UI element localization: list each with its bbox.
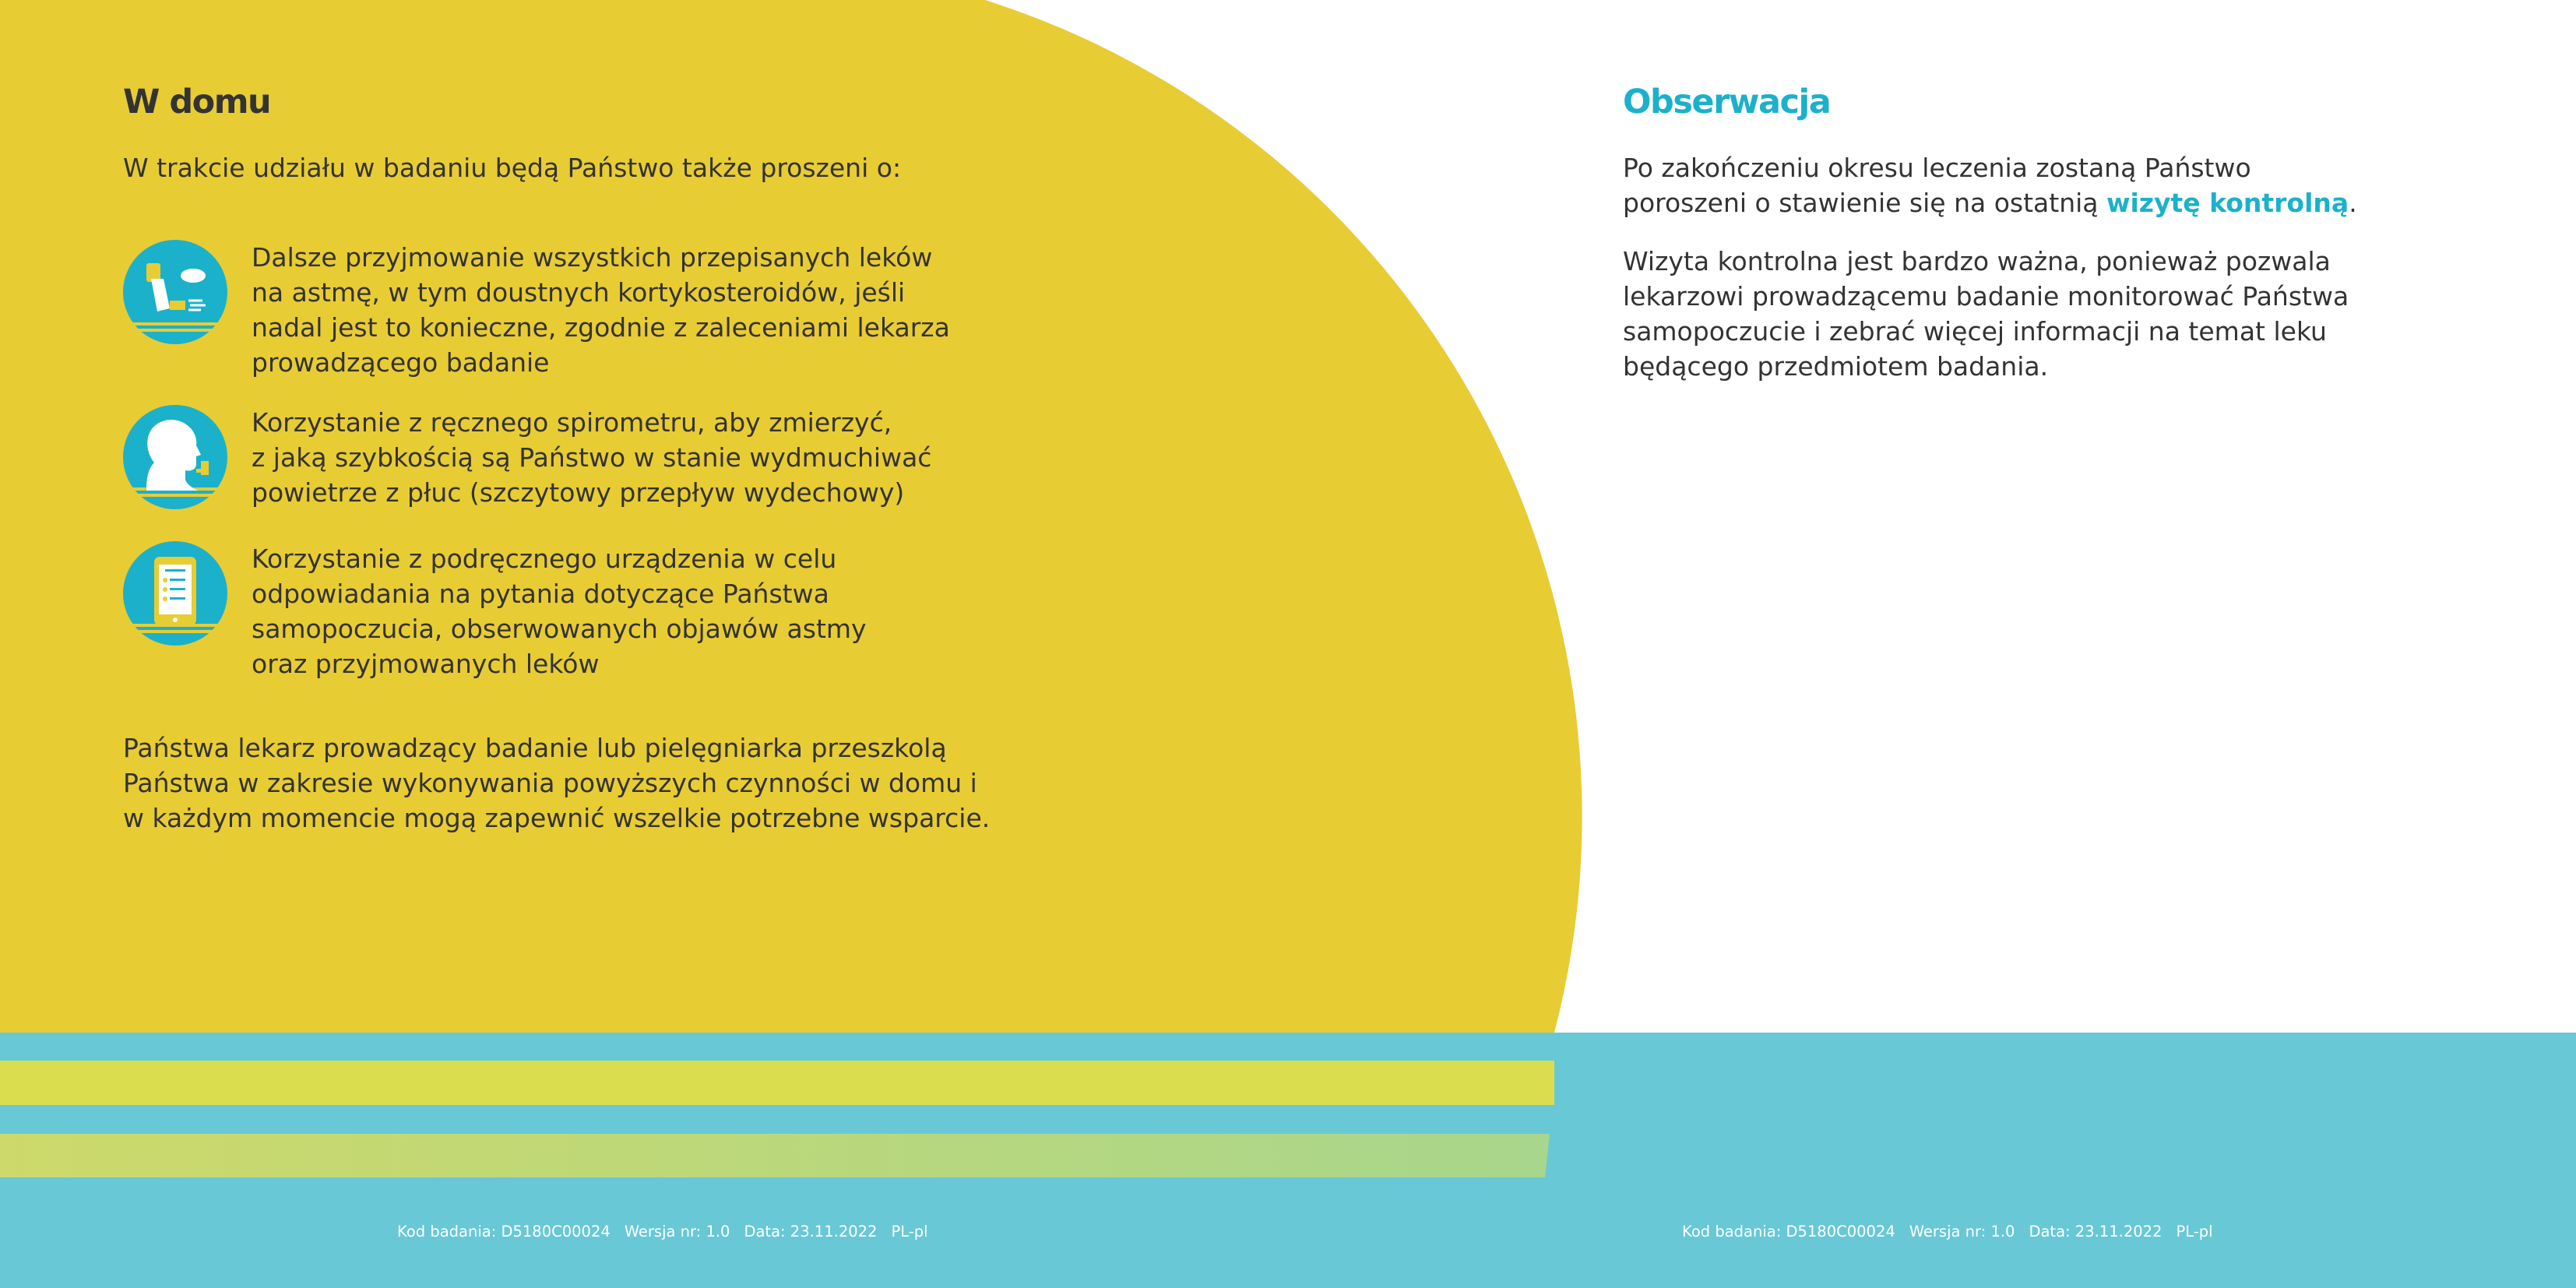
paragraph-text: Po zakończeniu okresu leczenia zostaną Państwo poroszeni o stawienie się na ostatnią xyxy=(1623,153,2251,219)
locale: PL-pl xyxy=(2176,1223,2213,1240)
paragraph-end: . xyxy=(2349,188,2357,219)
list-item xyxy=(123,541,867,681)
observation-paragraph-1 xyxy=(1623,150,2370,220)
inhaler-icon xyxy=(123,240,227,344)
footer-left xyxy=(397,1223,942,1240)
item-text: Korzystanie z podręcznego urządzenia w celu odpowiadania na pytania dotyczące Państwa samopoczucia, obserwowanych objawów astmy oraz przyjmowanych leków xyxy=(252,544,867,679)
item-text: Korzystanie z ręcznego spirometru, aby zmierzyć, z jaką szybkością są Państwo w stanie wydmuchiwać powietrze z płuc (szczytowy przepływ wydechowy) xyxy=(252,407,932,508)
home-section-title: W domu xyxy=(123,83,271,121)
version: Wersja nr: 1.0 xyxy=(1909,1223,2015,1240)
locale: PL-pl xyxy=(891,1223,928,1240)
item-text: Dalsze przyjmowanie wszystkich przepisanych leków na astmę, w tym doustnych kortykosteroidów, jeśli nadal jest to konieczne, zgodnie z zaleceniami lekarza prowadzącego badanie xyxy=(252,242,950,378)
spirometer-icon xyxy=(123,405,227,509)
study-code: Kod badania: D5180C00024 xyxy=(1682,1223,1895,1240)
home-section-closing: Państwa lekarz prowadzący badanie lub pielęgniarka przeszkolą Państwa w zakresie wykonywania powyższych czynności w domu i w każdym momencie mogą zapewnić wszelkie potrzebne wsparcie. xyxy=(123,733,991,833)
date: Data: 23.11.2022 xyxy=(2029,1223,2163,1240)
observation-section-title: Obserwacja xyxy=(1623,83,1831,121)
observation-paragraph-2: Wizyta kontrolna jest bardzo ważna, ponieważ pozwala lekarzowi prowadzącemu badanie monitorować Państwa samopoczucie i zebrać więcej informacji na temat leku będącego przedmiotem badania. xyxy=(1623,246,2349,382)
home-section xyxy=(123,84,941,185)
home-section-intro: W trakcie udziału w badaniu będą Państwo także proszeni o: xyxy=(123,153,902,184)
follow-up-visit-highlight: wizytę kontrolną xyxy=(2106,188,2349,219)
date: Data: 23.11.2022 xyxy=(744,1223,878,1240)
green-stripe xyxy=(0,1134,1550,1177)
handheld-device-icon xyxy=(123,541,227,646)
observation-section xyxy=(1623,84,2370,384)
footer-right xyxy=(1682,1223,2227,1240)
list-item xyxy=(123,405,931,510)
version: Wersja nr: 1.0 xyxy=(624,1223,730,1240)
lime-stripe xyxy=(0,1061,1554,1105)
study-code: Kod badania: D5180C00024 xyxy=(397,1223,611,1240)
list-item xyxy=(123,240,950,380)
